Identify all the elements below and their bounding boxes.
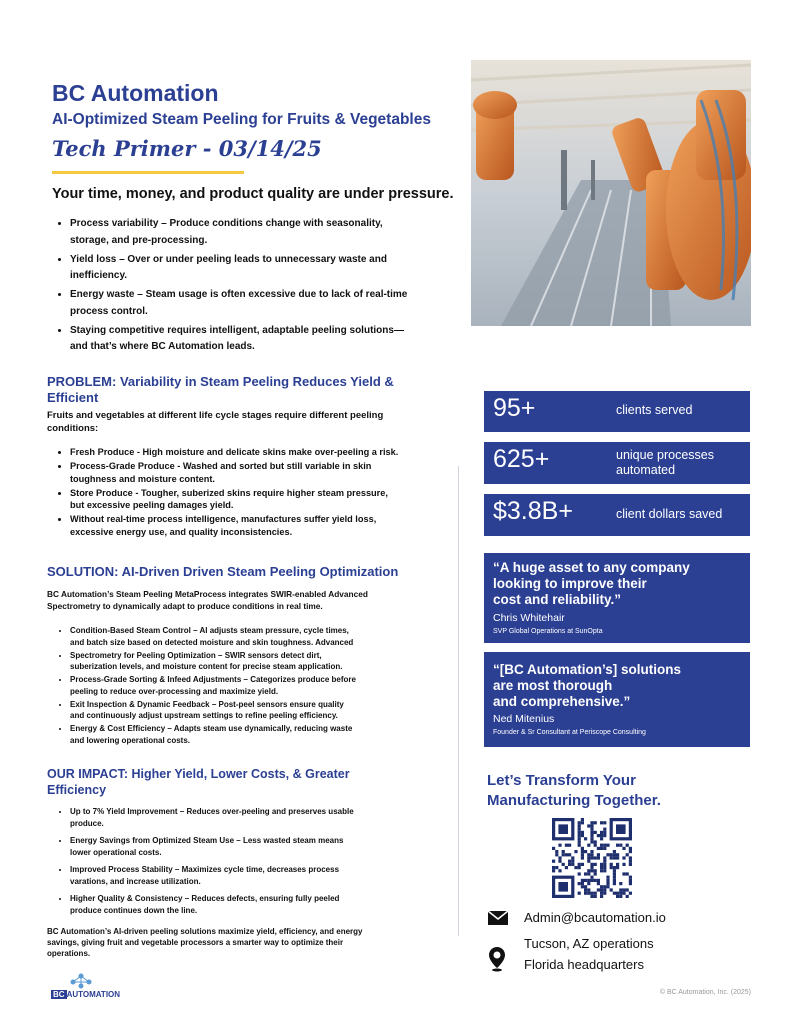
- logo-badge: BC: [53, 990, 65, 999]
- primer-date: Tech Primer - 03/14/25: [52, 136, 322, 161]
- list-item: • Up to 7% Yield Improvement – Reduces over-peeling and preserves usable produce.: [70, 806, 470, 829]
- stat-label: unique processes automated: [616, 448, 714, 477]
- qr-code-icon: [552, 818, 632, 898]
- list-item: • Process-Grade Sorting & Infeed Adjustments – Categorizes produce before peeling to reduce over-processing and maximize yield.: [70, 674, 470, 697]
- impact-closing: BC Automation’s AI-driven peeling solutions maximize yield, efficiency, and energy savings, giving fruit and vegetable processors a smarter way to optimize their operations.: [47, 927, 363, 958]
- impact-bullet-list: [52, 806, 470, 918]
- stat-label: client dollars saved: [616, 507, 723, 521]
- problem-intro: Fruits and vegetables at different life cycle stages require different peeling conditions:: [47, 410, 384, 434]
- contact-location-operations: Tucson, AZ operations: [524, 936, 654, 951]
- location-pin-icon: [488, 946, 506, 972]
- list-item: • Process-Grade Produce - Washed and sorted but still variable in skin toughness and moisture content.: [70, 460, 470, 485]
- impact-title: OUR IMPACT: Higher Yield, Lower Costs, & Greater Efficiency: [47, 767, 350, 797]
- testimonial-quote: “A huge asset to any company looking to improve their cost and reliability.”: [493, 560, 690, 607]
- stat-number: 95+: [493, 394, 536, 422]
- list-item: • Energy & Cost Efficiency – Adapts steam use dynamically, reducing waste and lowering operational costs.: [70, 723, 470, 746]
- list-item: • Improved Process Stability – Maximizes cycle time, decreases process varations, and increase utilization.: [70, 864, 470, 887]
- stat-card: [484, 442, 750, 484]
- company-logo: [51, 972, 131, 1002]
- qr-code[interactable]: [552, 818, 632, 898]
- intro-headline: Your time, money, and product quality are under pressure.: [52, 186, 454, 202]
- problem-title: PROBLEM: Variability in Steam Peeling Reduces Yield & Efficient: [47, 374, 394, 405]
- solution-title: SOLUTION: AI-Driven Driven Steam Peeling Optimization: [47, 564, 399, 579]
- testimonial-quote: “[BC Automation’s] solutions are most thorough and comprehensive.”: [493, 662, 681, 709]
- testimonial-role: SVP Global Operations at SunOpta: [493, 628, 603, 635]
- intro-bullet-list: [52, 216, 430, 358]
- stat-number: $3.8B+: [493, 497, 573, 525]
- list-item: • Energy waste – Steam usage is often excessive due to lack of real-time process control.: [70, 287, 430, 320]
- mail-icon: [487, 910, 509, 926]
- contact-location-headquarters: Florida headquarters: [524, 957, 644, 972]
- factory-robot-photo: [471, 60, 751, 326]
- page-subtitle: AI-Optimized Steam Peeling for Fruits & Vegetables: [52, 111, 431, 128]
- solution-intro: BC Automation’s Steam Peeling MetaProcess integrates SWIR-enabled Advanced Spectrometry to dynamically adapt to produce conditions in real time.: [47, 589, 368, 611]
- list-item: • Process variability – Produce conditions change with seasonality, storage, and pre-processing.: [70, 216, 430, 249]
- list-item: • Condition-Based Steam Control – AI adjusts steam pressure, cycle times, and batch size based on detected moisture and skin toughness. Advanced: [70, 625, 470, 648]
- logo-text: AUTOMATION: [66, 990, 121, 999]
- list-item: • Exit Inspection & Dynamic Feedback – Post-peel sensors ensure quality and continuously adjust upstream settings to refine peeling efficiency.: [70, 699, 470, 722]
- list-item: • Higher Quality & Consistency – Reduces defects, ensuring fully peeled produce continues down the line.: [70, 893, 470, 916]
- list-item: • Store Produce - Tougher, suberized skins require higher steam pressure, but excessive peeling damages yield.: [70, 487, 470, 512]
- testimonial-author: Chris Whitehair: [493, 612, 565, 624]
- list-item: • Without real-time process intelligence, manufactures suffer yield loss, excessive energy use, and quality inconsistencies.: [70, 513, 470, 538]
- stat-card: [484, 494, 750, 536]
- testimonial-card: [484, 652, 750, 747]
- call-to-action: Let’s Transform Your Manufacturing Together.: [487, 772, 661, 809]
- stat-number: 625+: [493, 445, 550, 473]
- testimonial-card: [484, 553, 750, 643]
- list-item: • Energy Savings from Optimized Steam Use – Less wasted steam means lower operational costs.: [70, 835, 470, 858]
- solution-bullet-list: [52, 625, 470, 748]
- list-item: • Yield loss – Over or under peeling leads to unnecessary waste and inefficiency.: [70, 252, 430, 285]
- testimonial-author: Ned Mitenius: [493, 713, 555, 725]
- brand-title: BC Automation: [52, 80, 219, 106]
- accent-underline: [52, 171, 244, 174]
- contact-email[interactable]: Admin@bcautomation.io: [524, 910, 666, 925]
- column-divider: [458, 466, 459, 936]
- logo-network-icon: [51, 972, 131, 990]
- list-item: • Fresh Produce - High moisture and delicate skins make over-peeling a risk.: [70, 446, 470, 459]
- list-item: • Staying competitive requires intelligent, adaptable peeling solutions— and that’s where BC Automation leads.: [70, 323, 430, 356]
- problem-bullet-list: [52, 446, 470, 540]
- stat-card: [484, 391, 750, 432]
- stat-label: clients served: [616, 403, 693, 417]
- copyright-notice: © BC Automation, Inc. (2025): [659, 989, 751, 996]
- testimonial-role: Founder & Sr Consultant at Periscope Consulting: [493, 729, 646, 736]
- list-item: • Spectrometry for Peeling Optimization – SWIR sensors detect dirt, suberization levels, and moisture content for precise steam application.: [70, 650, 470, 673]
